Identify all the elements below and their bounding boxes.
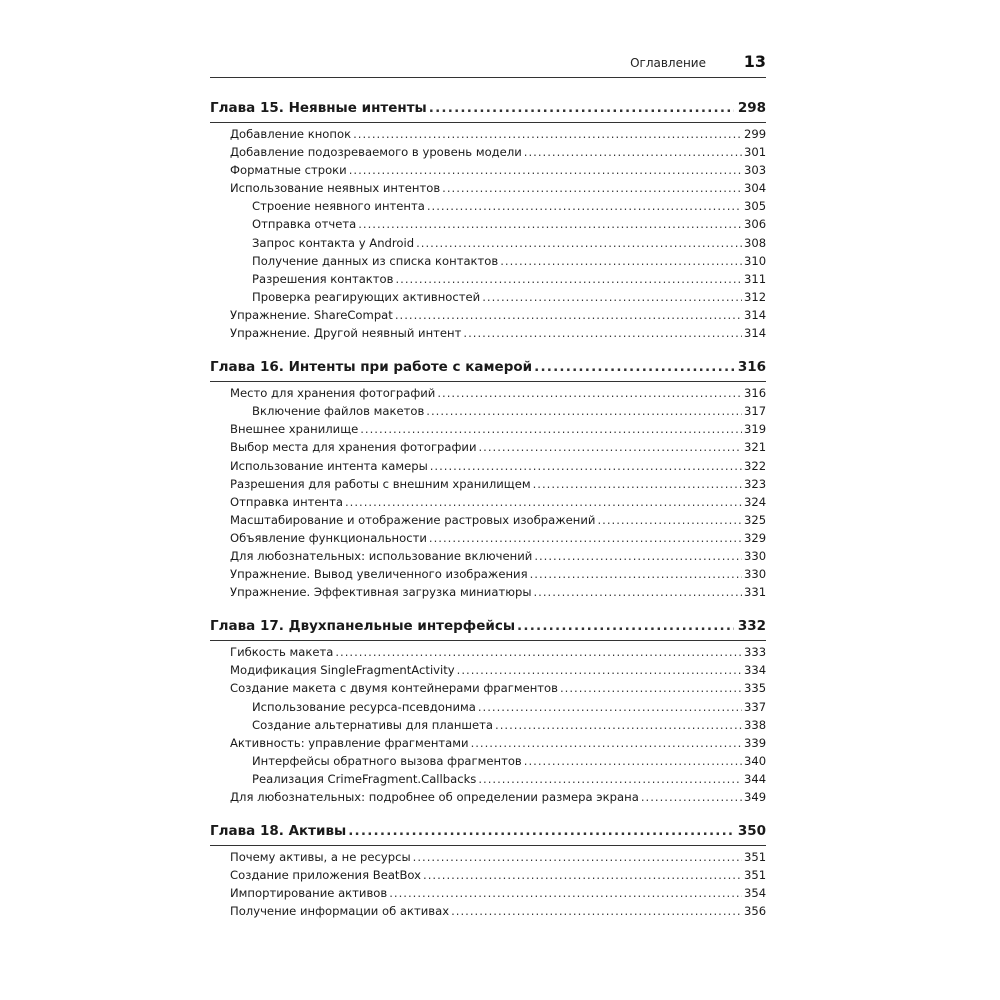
entry-title: Модификация SingleFragmentActivity xyxy=(230,663,455,678)
entry-page: 333 xyxy=(744,645,767,660)
toc-entry[interactable] xyxy=(210,234,766,252)
toc-entry[interactable] xyxy=(210,324,766,342)
entry-page: 331 xyxy=(744,585,767,600)
dot-leader xyxy=(533,475,742,493)
dot-leader xyxy=(500,252,742,270)
entry-page: 340 xyxy=(744,753,767,768)
entry-title: Интерфейсы обратного вызова фрагментов xyxy=(252,753,522,768)
entry-title: Использование интента камеры xyxy=(230,458,428,473)
dot-leader xyxy=(597,511,742,529)
toc-entry[interactable] xyxy=(210,866,766,884)
dot-leader xyxy=(349,161,742,179)
entry-title: Разрешения контактов xyxy=(252,271,394,286)
entry-title: Включение файлов макетов xyxy=(252,404,425,419)
chapter-block xyxy=(210,616,766,806)
toc-entry[interactable] xyxy=(210,306,766,324)
chapter-heading[interactable] xyxy=(210,98,766,118)
dot-leader xyxy=(353,125,742,143)
dot-leader xyxy=(348,821,734,841)
toc-entry[interactable] xyxy=(210,475,766,493)
chapter-rule xyxy=(210,381,766,382)
entry-page: 314 xyxy=(744,307,767,322)
entry-list xyxy=(210,125,766,342)
entry-page: 334 xyxy=(744,663,767,678)
chapter-page: 332 xyxy=(737,618,766,635)
toc-entry[interactable] xyxy=(210,583,766,601)
dot-leader xyxy=(478,698,742,716)
toc-entry[interactable] xyxy=(210,679,766,697)
toc-entry[interactable] xyxy=(210,565,766,583)
dot-leader xyxy=(530,565,742,583)
entry-page: 321 xyxy=(744,440,767,455)
entry-title: Отправка интента xyxy=(230,494,343,509)
toc-entry[interactable] xyxy=(210,215,766,233)
entry-page: 323 xyxy=(744,476,767,491)
chapter-title: Глава 17. Двухпанельные интерфейсы xyxy=(210,618,516,635)
dot-leader xyxy=(471,734,742,752)
dot-leader xyxy=(427,197,742,215)
entry-title: Разрешения для работы с внешним хранилищем xyxy=(230,476,531,491)
dot-leader xyxy=(335,643,742,661)
entry-title: Проверка реагирующих активностей xyxy=(252,289,481,304)
entry-page: 330 xyxy=(744,567,767,582)
entry-title: Реализация CrimeFragment.Callbacks xyxy=(252,771,477,786)
toc-entry[interactable] xyxy=(210,902,766,920)
dot-leader xyxy=(560,679,742,697)
dot-leader xyxy=(429,529,742,547)
entry-title: Отправка отчета xyxy=(252,217,357,232)
entry-page: 304 xyxy=(744,181,767,196)
dot-leader xyxy=(524,143,742,161)
entry-title: Использование неявных интентов xyxy=(230,181,441,196)
entry-title: Место для хранения фотографий xyxy=(230,386,436,401)
entry-page: 335 xyxy=(744,681,767,696)
entry-list xyxy=(210,643,766,806)
entry-title: Строение неявного интента xyxy=(252,199,425,214)
toc-entry[interactable] xyxy=(210,848,766,866)
running-header xyxy=(210,52,766,76)
dot-leader xyxy=(478,438,742,456)
entry-list xyxy=(210,848,766,920)
table-of-contents xyxy=(210,98,766,935)
toc-entry[interactable] xyxy=(210,493,766,511)
entry-page: 354 xyxy=(744,886,767,901)
entry-title: Создание альтернативы для планшета xyxy=(252,717,494,732)
entry-page: 337 xyxy=(744,699,767,714)
dot-leader xyxy=(463,324,742,342)
dot-leader xyxy=(358,215,742,233)
chapter-block xyxy=(210,357,766,601)
chapter-rule xyxy=(210,640,766,641)
dot-leader xyxy=(641,788,742,806)
dot-leader xyxy=(389,884,742,902)
dot-leader xyxy=(495,716,742,734)
toc-entry[interactable] xyxy=(210,457,766,475)
entry-title: Для любознательных: использование включений xyxy=(230,548,533,563)
dot-leader xyxy=(482,288,742,306)
toc-entry[interactable] xyxy=(210,420,766,438)
entry-title: Упражнение. Эффективная загрузка миниатюры xyxy=(230,585,532,600)
dot-leader xyxy=(451,902,742,920)
toc-entry[interactable] xyxy=(210,179,766,197)
chapter-page: 350 xyxy=(737,823,766,840)
chapter-page: 298 xyxy=(737,100,766,116)
entry-page: 356 xyxy=(744,904,767,919)
entry-title: Внешнее хранилище xyxy=(230,422,359,437)
entry-title: Получение данных из списка контактов xyxy=(252,253,499,268)
dot-leader xyxy=(413,848,742,866)
toc-entry[interactable] xyxy=(210,288,766,306)
dot-leader xyxy=(360,420,742,438)
entry-title: Гибкость макета xyxy=(230,645,334,660)
toc-entry[interactable] xyxy=(210,197,766,215)
toc-entry[interactable] xyxy=(210,161,766,179)
chapter-heading[interactable] xyxy=(210,616,766,636)
chapter-block xyxy=(210,98,766,342)
section-title: Оглавление xyxy=(630,56,706,70)
entry-page: 317 xyxy=(744,404,767,419)
entry-page: 311 xyxy=(744,271,767,286)
entry-page: 319 xyxy=(744,422,767,437)
chapter-page: 316 xyxy=(737,359,766,376)
toc-entry[interactable] xyxy=(210,734,766,752)
entry-title: Запрос контакта у Android xyxy=(252,235,415,250)
entry-page: 344 xyxy=(744,771,767,786)
toc-entry[interactable] xyxy=(210,752,766,770)
header-rule xyxy=(210,77,766,78)
entry-title: Добавление подозреваемого в уровень модели xyxy=(230,145,522,160)
entry-list xyxy=(210,384,766,601)
dot-leader xyxy=(437,384,742,402)
toc-entry[interactable] xyxy=(210,698,766,716)
entry-title: Выбор места для хранения фотографии xyxy=(230,440,477,455)
page-number: 13 xyxy=(743,52,766,71)
toc-entry[interactable] xyxy=(210,529,766,547)
dot-leader xyxy=(396,270,743,288)
chapter-rule xyxy=(210,845,766,846)
entry-page: 330 xyxy=(744,548,767,563)
entry-title: Масштабирование и отображение растровых изображений xyxy=(230,512,596,527)
chapter-heading[interactable] xyxy=(210,821,766,841)
toc-entry[interactable] xyxy=(210,643,766,661)
entry-page: 312 xyxy=(744,289,767,304)
toc-entry[interactable] xyxy=(210,770,766,788)
dot-leader xyxy=(524,752,742,770)
toc-entry[interactable] xyxy=(210,716,766,734)
entry-page: 299 xyxy=(744,127,767,141)
dot-leader xyxy=(534,547,742,565)
entry-page: 310 xyxy=(744,253,767,268)
entry-title: Активность: управление фрагментами xyxy=(230,735,469,750)
dot-leader xyxy=(478,770,742,788)
entry-page: 322 xyxy=(744,458,767,473)
entry-page: 314 xyxy=(744,326,767,341)
entry-page: 351 xyxy=(744,868,767,883)
dot-leader xyxy=(395,306,742,324)
toc-entry[interactable] xyxy=(210,547,766,565)
entry-page: 329 xyxy=(744,530,767,545)
entry-title: Объявление функциональности xyxy=(230,530,427,545)
dot-leader xyxy=(430,457,742,475)
chapter-title: Глава 16. Интенты при работе с камерой xyxy=(210,359,533,376)
entry-page: 306 xyxy=(744,217,767,232)
dot-leader xyxy=(416,234,742,252)
toc-entry[interactable] xyxy=(210,252,766,270)
entry-page: 303 xyxy=(744,163,767,178)
entry-page: 324 xyxy=(744,494,767,509)
dot-leader xyxy=(517,616,734,636)
chapter-rule xyxy=(210,122,766,123)
chapter-title: Глава 15. Неявные интенты xyxy=(210,100,427,116)
dot-leader xyxy=(426,402,742,420)
entry-page: 316 xyxy=(744,386,767,401)
dot-leader xyxy=(534,357,734,377)
dot-leader xyxy=(423,866,742,884)
entry-page: 301 xyxy=(744,145,767,160)
toc-entry[interactable] xyxy=(210,661,766,679)
entry-page: 308 xyxy=(744,235,767,250)
entry-page: 305 xyxy=(744,199,767,214)
entry-page: 325 xyxy=(744,512,767,527)
toc-entry[interactable] xyxy=(210,511,766,529)
entry-title: Использование ресурса-псевдонима xyxy=(252,699,476,714)
entry-page: 338 xyxy=(744,717,767,732)
entry-title: Получение информации об активах xyxy=(230,904,450,919)
dot-leader xyxy=(345,493,742,511)
chapter-block xyxy=(210,821,766,920)
entry-title: Создание макета с двумя контейнерами фрагментов xyxy=(230,681,558,696)
toc-entry[interactable] xyxy=(210,384,766,402)
toc-entry[interactable] xyxy=(210,270,766,288)
entry-title: Импортирование активов xyxy=(230,886,388,901)
toc-entry[interactable] xyxy=(210,788,766,806)
chapter-heading[interactable] xyxy=(210,357,766,377)
entry-title: Почему активы, а не ресурсы xyxy=(230,850,411,865)
dot-leader xyxy=(442,179,742,197)
toc-entry[interactable] xyxy=(210,402,766,420)
entry-title: Форматные строки xyxy=(230,163,347,178)
entry-page: 339 xyxy=(744,735,767,750)
toc-entry[interactable] xyxy=(210,125,766,143)
entry-title: Упражнение. Другой неявный интент xyxy=(230,326,462,341)
entry-title: Создание приложения BeatBox xyxy=(230,868,422,883)
toc-entry[interactable] xyxy=(210,884,766,902)
chapter-title: Глава 18. Активы xyxy=(210,823,347,840)
entry-page: 349 xyxy=(744,790,767,804)
entry-title: Упражнение. Вывод увеличенного изображения xyxy=(230,567,528,582)
entry-page: 351 xyxy=(744,850,767,865)
entry-title: Для любознательных: подробнее об определении размера экрана xyxy=(230,790,639,804)
dot-leader xyxy=(457,661,742,679)
dot-leader xyxy=(533,583,742,601)
dot-leader xyxy=(429,98,734,118)
toc-entry[interactable] xyxy=(210,438,766,456)
entry-title: Добавление кнопок xyxy=(230,127,352,141)
toc-entry[interactable] xyxy=(210,143,766,161)
entry-title: Упражнение. ShareCompat xyxy=(230,307,393,322)
